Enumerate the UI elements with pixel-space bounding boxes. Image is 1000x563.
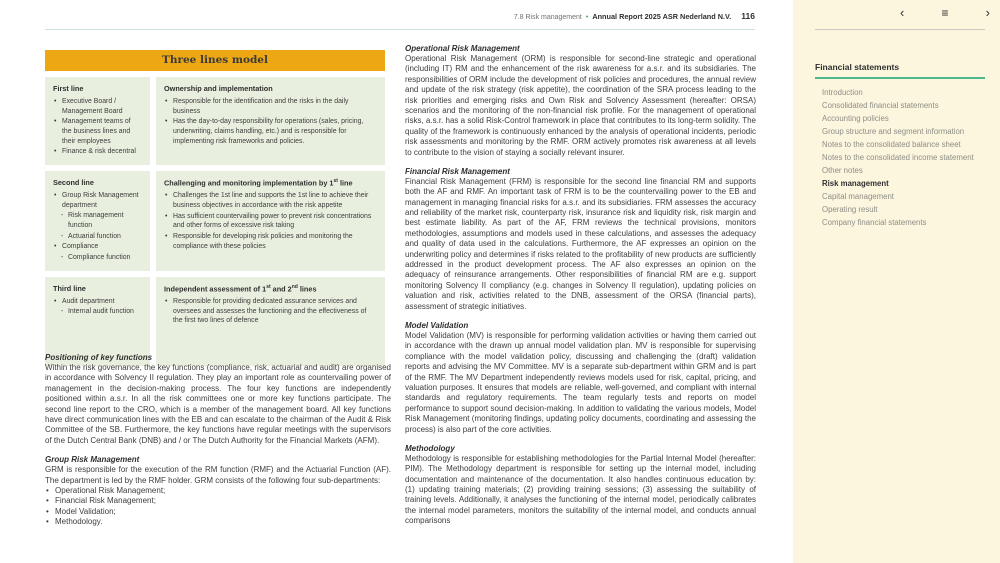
section-body: Operational Risk Management (ORM) is responsible for second-line strategic and operational (including IT) RM and the enhancement of the risk awareness for a.s.r. and its subsidiaries. The responsibilities of ORM include the development of risk policies and procedures, the annual review and update of the risk strategy (risk appetite), the coordination of the SRA process leading to the risk priorities and emerging risks and Own Risk and Solvency Assessment (hereafter: ORSA) scenarios and the monitoring of the non-financial risk profile. For the management of operational risks, a.s.r. has a solid Risk-Control framework in place that contributes to its long-term solidity. The quality of the framework is continuously enhanced by the analysis of operational incidents, periodic risk assessments and monitoring by the RMF. ORM actively promotes risk awareness at all levels to contribute to the vision of staying a socially relevant insurer. bbox=[405, 54, 756, 157]
sidebar-item-group-structure[interactable]: Group structure and segment information bbox=[822, 127, 965, 136]
sidebar-item-company-financial-statements[interactable]: Company financial statements bbox=[822, 218, 927, 227]
sidebar-item-accounting-policies[interactable]: Accounting policies bbox=[822, 114, 889, 123]
sidebar-item-operating-result[interactable]: Operating result bbox=[822, 205, 878, 214]
section-heading: Group Risk Management bbox=[45, 455, 140, 465]
box-list bbox=[53, 191, 142, 263]
box-heading bbox=[164, 178, 377, 187]
next-page-icon[interactable]: › bbox=[985, 5, 990, 20]
heading-part-sup: st bbox=[266, 283, 271, 290]
box-list bbox=[164, 97, 377, 146]
section-body: Within the risk governance, the key functions (compliance, risk, actuarial and audit) are organised in accordance with Solvency II regulation. They play an important role as countervailing power of management in the decision-making process. The four key functions are independently positioned within a.s.r. In all the risk committees one or more key functions participate. The second line report to the CRO, which is a member of the management board. All key functions have direct communication lines with the EB and can escalate to the chairman of the Audit & Risk Committee of the SB. Furthermore, the key functions have regular meetings with the supervisors of the Dutch Central Bank (DNB) and / or The Dutch Authority for the Financial Markets (AFM). bbox=[45, 363, 391, 445]
menu-icon[interactable]: ≡ bbox=[941, 6, 949, 20]
grm-sub-departments-list bbox=[45, 486, 391, 528]
heading-part-sup: st bbox=[333, 177, 338, 184]
section-methodology bbox=[405, 444, 756, 527]
list-item: • Operational Risk Management; bbox=[45, 486, 391, 496]
section-operational-risk-management bbox=[405, 44, 756, 158]
section-group-risk-management bbox=[45, 455, 391, 527]
three-lines-model-table bbox=[45, 50, 385, 366]
section-heading: Positioning of key functions bbox=[45, 353, 153, 362]
sidebar-item-notes-balance-sheet[interactable]: Notes to the consolidated balance sheet bbox=[822, 140, 961, 149]
sidebar-item-introduction[interactable]: Introduction bbox=[822, 88, 863, 97]
section-heading: Financial Risk Management bbox=[405, 166, 510, 176]
list-item: • Management teams of the business lines and their employees bbox=[53, 117, 142, 146]
separator-dot: • bbox=[585, 14, 589, 21]
page-header bbox=[45, 11, 755, 21]
box-list bbox=[164, 297, 377, 326]
section-heading: Operational Risk Management bbox=[405, 44, 520, 53]
section-heading: Model Validation bbox=[405, 320, 469, 330]
list-item: • Group Risk Management department bbox=[53, 191, 142, 210]
sidebar-item-notes-income-statement[interactable]: Notes to the consolidated income statement bbox=[822, 153, 974, 162]
list-item: • Audit department bbox=[53, 297, 142, 307]
list-item: • Methodology. bbox=[45, 517, 391, 527]
list-item: - Internal audit function bbox=[53, 307, 142, 317]
left-text-column bbox=[45, 353, 391, 536]
heading-part: line bbox=[337, 178, 353, 188]
section-body: Financial Risk Management (FRM) is responsible for the second line financial RM and supports both the AF and RMF. An important task of FRM is to be the countervailing power to the EB and management in managing financial risks for a.s.r. and its subsidiaries. FRM assesses the accuracy and reliability of the market risk, counterparty risk, insurance risk and liquidity risk, risk margin and best estimate liability. As part of the AF, FRM reviews the technical provisions, monitors methodologies, assumptions and models used in these calculations, and assesses the adequacy and quality of data used in the calculations. Furthermore, the AF expresses an opinion on the underwriting policy and determines if risks related to the profitability of new products are sufficiently addressed in the product development process. The AF also expresses an opinion on the adequacy of reinsurance arrangements. Other responsibilities of financial RM are e.g. support monitoring Solvency II compliancy (e.g. changes in Solvency II regulation), updating policies on valuation and risk, activities related to the DNB, assessment of the ORSA (financial parts), assessment of strategic initiatives. bbox=[405, 176, 756, 311]
ownership-implementation-box bbox=[156, 77, 385, 165]
heading-part: and 2 bbox=[270, 283, 292, 293]
sidebar-item-consolidated-financial-statements[interactable]: Consolidated financial statements bbox=[822, 101, 939, 110]
section-heading: Methodology bbox=[405, 443, 455, 453]
list-item: • Challenges the 1st line and supports the 1st line to achieve their business objectives in accordance with the risk appetite bbox=[164, 191, 377, 210]
report-title: Annual Report 2025 ASR Nederland N.V. bbox=[592, 12, 732, 21]
heading-part: Independent assessment of 1 bbox=[164, 283, 267, 293]
list-item: • Responsible for developing risk policies and monitoring the compliance with these policies bbox=[164, 232, 377, 251]
heading-part: lines bbox=[297, 283, 317, 293]
section-body: Model Validation (MV) is responsible for performing validation activities or having them carried out in accordance with the drawn up annual model validation plan. MV is responsible for supervising compliance with the model validation policy, discussing and challenging the (draft) validation reports and advising the MV Committee. MV is a separate sub-department within GRM and is part of the RMF. The MV Department independently reviews models used for risk, capital, pricing, and valuation purposes. It ensures that models are reliable, well-governed, and compliant with internal standards and regulatory requirements. The team regularly tests and reports on model performance to support sound decision-making. In addition to validating the various models, Model Risk Management (monitoring findings, updating policy documents, coordinating and assessing the process) is also part of the core activities. bbox=[405, 330, 756, 434]
box-heading bbox=[164, 284, 377, 293]
list-item: • Has sufficient countervailing power to prevent risk concentrations and other forms of excessive risk taking bbox=[164, 212, 377, 231]
list-item: • Responsible for the identification and the risks in the daily business bbox=[164, 97, 377, 116]
previous-page-icon[interactable]: ‹ bbox=[900, 5, 905, 20]
page-number: 116 bbox=[741, 11, 755, 21]
second-line-box bbox=[45, 171, 150, 271]
side-panel bbox=[793, 0, 1000, 563]
section-body: Methodology is responsible for establishing methodologies for the Partial Internal Model (hereafter: PIM). The Methodology department is responsible for setting up the internal model, including documentation and maintenance of the documentation. It also handles continuous education by: (1) updating training materials; (2) providing training sessions; (3) assessing the suitability of training levels. Additionally, it analyses the functioning of the internal model, periodically calibrates the internal model parameters, monitors the suitability of the internal model, and conducts annual comparisons bbox=[405, 453, 756, 526]
box-heading: Ownership and implementation bbox=[164, 84, 273, 93]
list-item: • Finance & risk decentral bbox=[53, 147, 142, 157]
section-positioning-key-functions bbox=[45, 353, 391, 446]
panel-divider bbox=[815, 29, 985, 30]
table-title: Three lines model bbox=[45, 50, 385, 71]
box-list bbox=[53, 97, 142, 157]
right-text-column bbox=[405, 44, 756, 536]
box-list bbox=[53, 297, 142, 317]
box-heading: Third line bbox=[53, 283, 86, 293]
section-financial-risk-management bbox=[405, 167, 756, 312]
heading-part: Challenging and monitoring implementation by 1 bbox=[164, 178, 334, 188]
list-item: • Model Validation; bbox=[45, 507, 391, 517]
header-rule bbox=[45, 29, 755, 30]
box-heading: First line bbox=[53, 84, 84, 93]
box-list bbox=[164, 191, 377, 251]
top-navigation bbox=[900, 4, 990, 22]
first-line-box bbox=[45, 77, 150, 165]
list-item: - Compliance function bbox=[53, 253, 142, 263]
section-model-validation bbox=[405, 321, 756, 435]
list-item: • Compliance bbox=[53, 242, 142, 252]
sidebar-nav-list bbox=[822, 86, 994, 229]
sidebar-item-capital-management[interactable]: Capital management bbox=[822, 192, 894, 201]
heading-part-sup: nd bbox=[291, 283, 298, 290]
list-item: • Financial Risk Management; bbox=[45, 496, 391, 506]
list-item: - Actuarial function bbox=[53, 232, 142, 242]
sidebar-item-other-notes[interactable]: Other notes bbox=[822, 166, 863, 175]
list-item: • Responsible for providing dedicated assurance services and oversees and assesses the functioning and the effectiveness of the first two lines of defence bbox=[164, 297, 377, 326]
table-row bbox=[45, 171, 385, 271]
table-row bbox=[45, 77, 385, 165]
section-label: 7.8 Risk management bbox=[513, 14, 582, 21]
list-item: • Has the day-to-day responsibility for operations (sales, pricing, underwriting, claims handling, etc.) and is responsible for implementing risk frameworks and policies. bbox=[164, 117, 377, 146]
list-item: - Risk management function bbox=[53, 211, 142, 230]
list-item: • Executive Board / Management Board bbox=[53, 97, 142, 116]
box-heading: Second line bbox=[53, 177, 94, 187]
sidebar-heading: Financial statements bbox=[815, 62, 985, 79]
section-body: GRM is responsible for the execution of the RM function (RMF) and the Actuarial Function (AF). The department is led by the RMF holder. GRM consists of the following four sub-departments: bbox=[45, 465, 391, 485]
challenging-monitoring-box bbox=[156, 171, 385, 271]
sidebar-item-risk-management[interactable]: Risk management bbox=[822, 179, 889, 188]
